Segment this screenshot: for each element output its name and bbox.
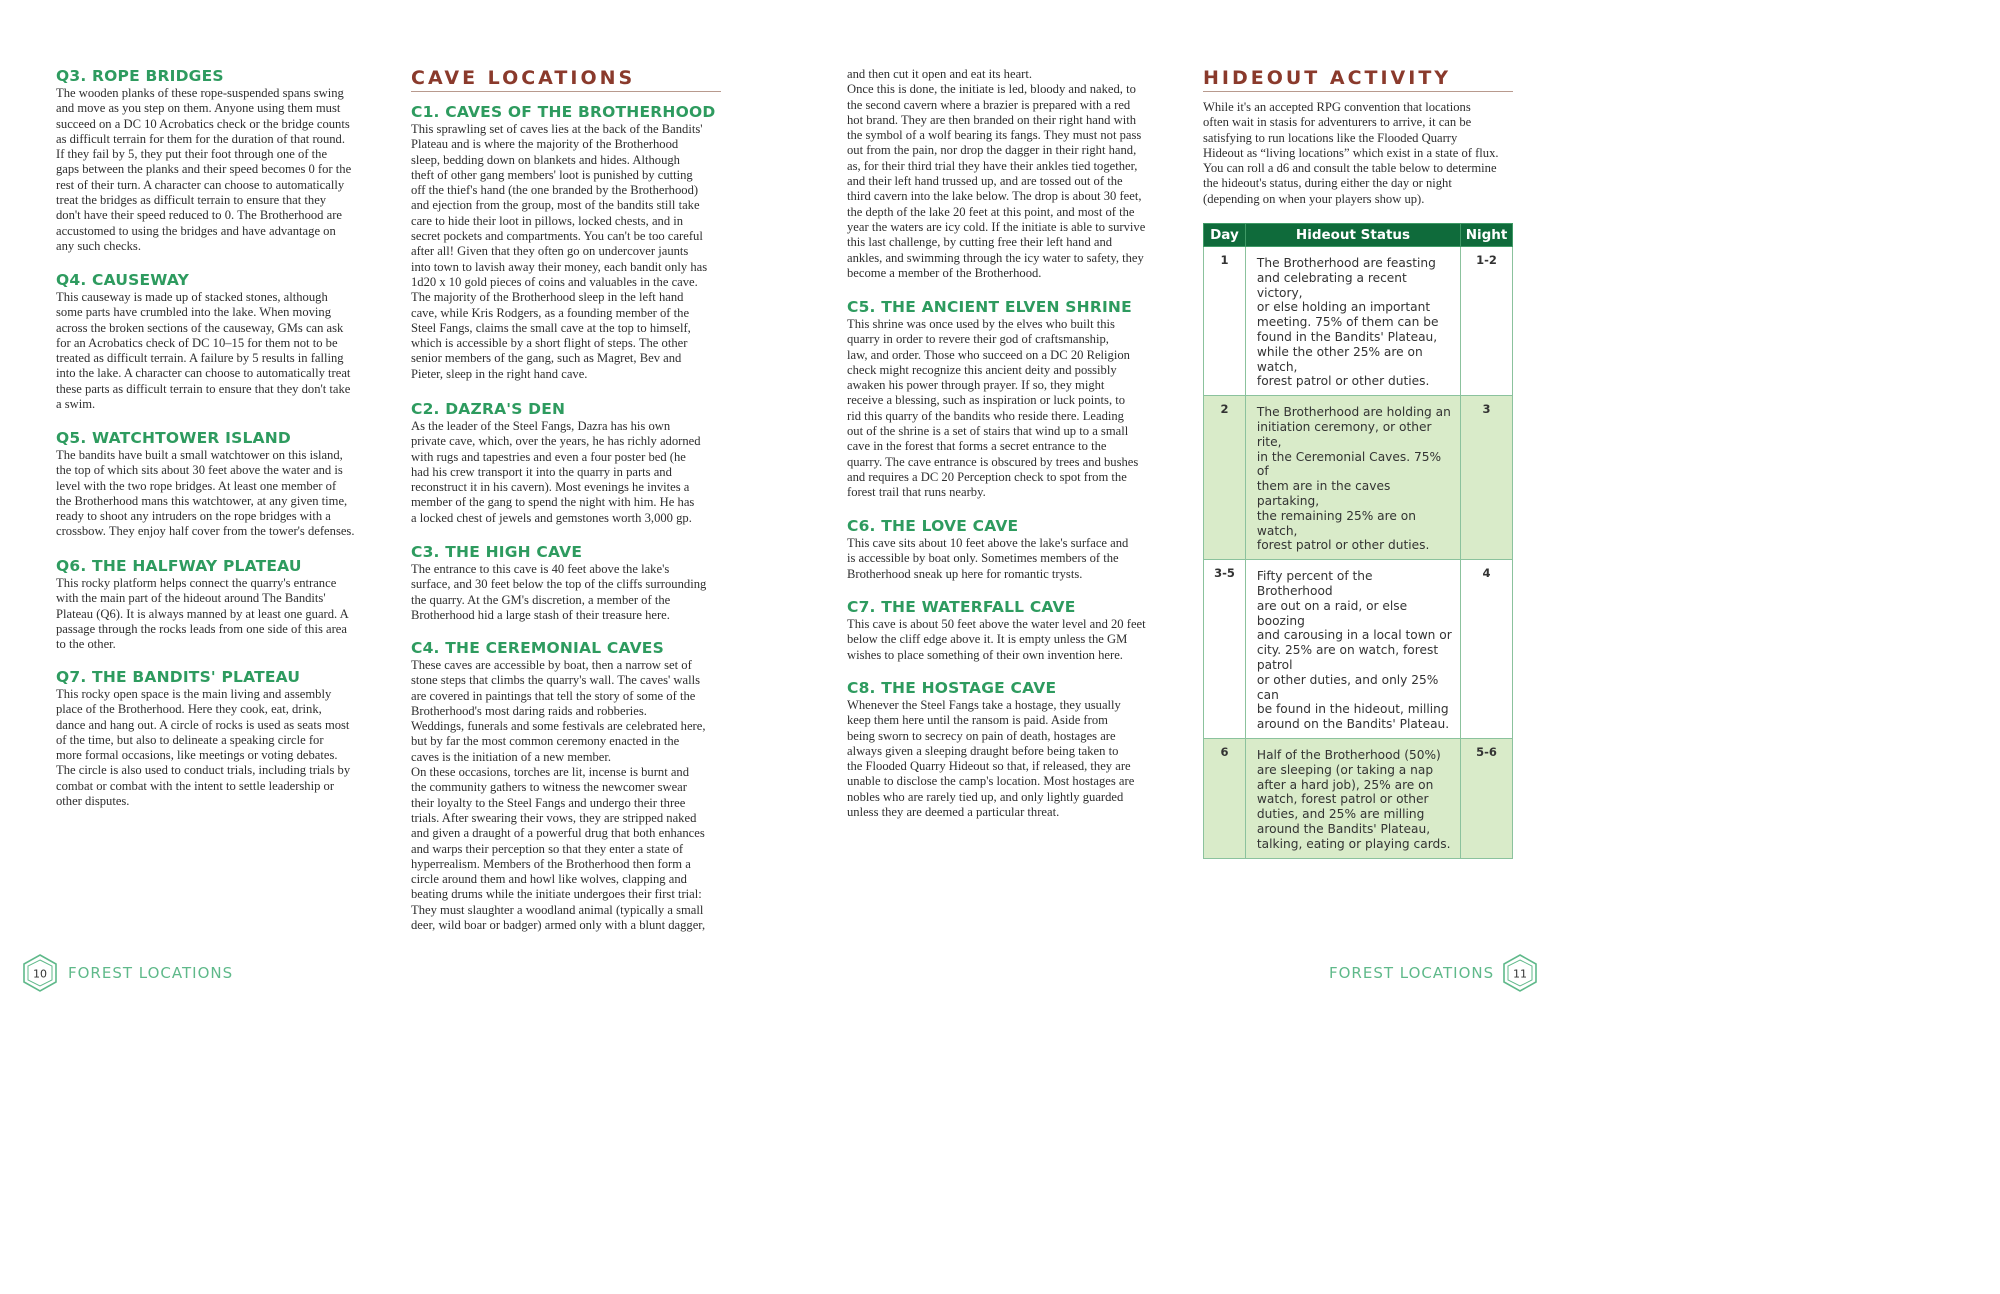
table-row [1204,738,1513,858]
night-cell: 1-2 [1461,247,1513,396]
title-rule [1203,91,1513,92]
section-c2 [411,399,701,526]
section-q4 [56,270,350,412]
section-title: C1. CAVES OF THE BROTHERHOOD [411,103,716,121]
section-body: Whenever the Steel Fangs take a hostage, they usually keep them here until the ransom is paid. Aside from being sworn to secrecy on pain of death, hostages are always given a sleeping draught before being taken to the Flooded Quarry Hideout so that, if released, they are unable to disclose the camp's location. Most hostages are nobles who are rarely tied up, and only lightly guarded unless they are deemed a particular threat. [847,698,1135,820]
section-body: This causeway is made up of stacked stones, although some parts have crumbled into the lake. When moving across the broken sections of the causeway, GMs can ask for an Acrobatics check of DC 10–15 for them not to be treated as difficult terrain. A failure by 5 results in falling into the lake. A character can choose to automatically treat these parts as difficult terrain to ensure that they don't take a swim. [56,290,351,412]
status-cell: Half of the Brotherhood (50%) are sleeping (or taking a nap after a hard job), 25% are on watch, forest patrol or other duties, and 25% are milling around the Bandits' Plateau, talking, eating or playing cards. [1245,738,1460,858]
table-row [1204,247,1513,396]
section-title: Q6. THE HALFWAY PLATEAU [56,557,302,575]
section-body: These caves are accessible by boat, then a narrow set of stone steps that climbs the quarry's wall. The caves' walls are covered in paintings that tell the story of some of the Brotherhood's most daring raids and robberies. Weddings, funerals and some festivals are celebrated here, but by far the most common ceremony enacted in the caves is the initiation of a new member. On these occasions, torches are lit, incense is burnt and the community gathers to witness the newcomer swear their loyalty to the Steel Fangs and undergo their three trials. After swearing their vows, they are stripped naked and given a draught of a powerful drug that both enhances and warps their perception so that they enter a state of hyperrealism. Members of the Brotherhood then form a circle around them and howl like wolves, clapping and beating drums while the initiate undergoes their first trial: They must slaughter a woodland animal (typically a small deer, wild boar or badger) armed only with a blunt dagger, [411,658,706,933]
section-title: Q5. WATCHTOWER ISLAND [56,429,291,447]
table-row [1204,396,1513,560]
section-c8 [847,678,1134,820]
day-cell: 1 [1204,247,1246,396]
day-cell: 6 [1204,738,1246,858]
section-body: This shrine was once used by the elves who built this quarry in order to revere their god of craftsmanship, law, and order. Those who succeed on a DC 20 Religion check might recognize this ancient deity and possibly awaken his power through prayer. If so, they might receive a blessing, such as inspiration or luck points, to rid this quarry of the bandits who reside there. Leading out of the shrine is a set of stairs that wind up to a small cave in the forest that forms a secret entrance to the quarry. The cave entrance is obscured by trees and bushes and requires a DC 20 Perception check to spot from the forest trail that runs nearby. [847,317,1139,500]
page-number: 11 [1513,967,1528,981]
section-body: This cave is about 50 feet above the water level and 20 feet below the cliff edge above it. It is empty unless the GM wishes to place something of their own invention here. [847,617,1146,662]
section-body: The bandits have built a small watchtower on this island, the top of which sits about 30 feet above the water and is level with the two rope bridges. At least one member of the Brotherhood mans this watchtower, at any given time, ready to shoot any intruders on the rope bridges with a crossbow. They enjoy half cover from the tower's defenses. [56,448,355,539]
hideout-intro: While it's an accepted RPG convention that locations often wait in stasis for adventurers to arrive, it can be satisfying to run locations like the Flooded Quarry Hideout as “living locations” which exist in a state of flux. You can roll a d6 and consult the table below to determine the hideout's status, during either the day or night (depending on when your players show up). [1203,100,1499,206]
section-body: and then cut it open and eat its heart. Once this is done, the initiate is led, bloody and naked, to the second cavern where a brazier is prepared with a red hot brand. They are then branded on their right hand with the symbol of a wolf bearing its fangs. They must not pass out from the pain, nor drop the dagger in their right hand, as, for their third trial they have their ankles tied together, and their left hand trussed up, and are tossed out of the third cavern into the lake below. The drop is about 30 feet, the depth of the lake 20 feet at this point, and most of the year the waters are icy cold. If the initiate is able to survive this last challenge, by cutting free their left hand and ankles, and swimming through the icy water to safety, they become a member of the Brotherhood. [847,67,1146,280]
section-title: C4. THE CEREMONIAL CAVES [411,639,664,657]
section-title: C8. THE HOSTAGE CAVE [847,679,1057,697]
section-c4 [411,638,705,933]
cave-locations-header [411,67,721,92]
page-section-title: HIDEOUT ACTIVITY [1203,67,1452,89]
section-q5 [56,428,354,540]
section-title: C6. THE LOVE CAVE [847,517,1019,535]
section-q7 [56,667,350,809]
night-cell: 5-6 [1461,738,1513,858]
section-body: The wooden planks of these rope-suspended spans swing and move as you step on them. Anyone using them must succeed on a DC 10 Acrobatics check or the bridge counts as difficult terrain for them for the duration of that round. If they fail by 5, they put their foot through one of the gaps between the planks and their speed becomes 0 for the rest of their turn. A character can choose to automatically treat the bridges as difficult terrain to ensure that they don't have their speed reduced to 0. The Brotherhood are accustomed to using the bridges and have advantage on any such checks. [56,86,352,253]
d20-page-badge-icon [20,953,60,993]
night-cell: 3 [1461,396,1513,560]
left-footer [20,955,233,991]
section-c4-continued [847,67,1145,281]
column-header-day: Day [1204,224,1246,247]
column-header-status: Hideout Status [1245,224,1460,247]
night-cell: 4 [1461,560,1513,739]
section-c6 [847,516,1128,582]
page-section-title: CAVE LOCATIONS [411,67,636,89]
title-rule [411,91,721,92]
section-body: The entrance to this cave is 40 feet above the lake's surface, and 30 feet below the top of the cliffs surrounding the quarry. At the GM's discretion, a member of the Brotherhood hid a large stash of their treasure here. [411,562,707,622]
section-title: C2. DAZRA'S DEN [411,400,566,418]
section-q3 [56,66,351,254]
section-title: Q7. THE BANDITS' PLATEAU [56,668,301,686]
section-title: Q3. ROPE BRIDGES [56,67,224,85]
section-title: C5. THE ANCIENT ELVEN SHRINE [847,298,1132,316]
right-footer [1329,955,1540,991]
section-title: Q4. CAUSEWAY [56,271,190,289]
footer-label: FOREST LOCATIONS [1329,964,1495,982]
status-cell: The Brotherhood are feasting and celebrating a recent victory, or else holding an important meeting. 75% of them can be found in the Bandits' Plateau, while the other 25% are on watch, forest patrol or other duties. [1245,247,1460,396]
status-cell: The Brotherhood are holding an initiation ceremony, or other rite, in the Ceremonial Caves. 75% of them are in the caves partaking, the remaining 25% are on watch, forest patrol or other duties. [1245,396,1460,560]
section-body: This rocky platform helps connect the quarry's entrance with the main part of the hideout around The Bandits' Plateau (Q6). It is always manned by at least one guard. A passage through the rocks leads from one side of this area to the other. [56,576,349,652]
section-body: This sprawling set of caves lies at the back of the Bandits' Plateau and is where the majority of the Brotherhood sleep, bedding down on blankets and hides. Although theft of other gang members' loot is punished by cutting off the thief's hand (the one branded by the Brotherhood) and ejection from the group, most of the bandits still take care to hide their loot in pillows, locked chests, and in secret pockets and compartments. You can't be too careful after all! Given that they often go on undercover jaunts into town to lavish away their money, each bandit only has 1d20 x 10 gold pieces of coins and valuables in the cave. The majority of the Brotherhood sleep in the left hand cave, while Kris Rodgers, as a founding member of the Steel Fangs, claims the small cave at the top to himself, which is accessible by a short flight of steps. The other senior members of the gang, such as Magret, Bev and Pieter, sleep in the right hand cave. [411,122,708,381]
d20-page-badge-icon [1500,953,1540,993]
section-title: C3. THE HIGH CAVE [411,543,583,561]
page-number: 10 [33,967,47,981]
section-c5 [847,297,1138,501]
footer-label: FOREST LOCATIONS [68,964,234,982]
table-header-row [1204,224,1513,247]
section-c3 [411,542,706,623]
day-cell: 3-5 [1204,560,1246,739]
day-cell: 2 [1204,396,1246,560]
hideout-status-table [1203,223,1513,859]
section-body: This rocky open space is the main living and assembly place of the Brotherhood. Here they cook, eat, drink, dance and hang out. A circle of rocks is used as seats most of the time, but also to delineate a speaking circle for more formal occasions, like meetings or voting debates. The circle is also used to conduct trials, including trials by combat or combat with the intent to settle leadership or other disputes. [56,687,351,809]
section-c7 [847,597,1146,663]
section-body: As the leader of the Steel Fangs, Dazra has his own private cave, which, over the years, he has richly adorned with rugs and tapestries and even a four poster bed (he had his crew transport it into the quarry in parts and reconstruct it in his cavern). Most evenings he invites a member of the gang to spend the night with him. He has a locked chest of jewels and gemstones worth 3,000 gp. [411,419,701,525]
section-c1 [411,102,715,382]
table-row [1204,560,1513,739]
hideout-activity-header [1203,67,1513,92]
status-cell: Fifty percent of the Brotherhood are out on a raid, or else boozing and carousing in a local town or city. 25% are on watch, forest patrol or other duties, and only 25% can be found in the hideout, milling around on the Bandits' Plateau. [1245,560,1460,739]
column-header-night: Night [1461,224,1513,247]
section-title: C7. THE WATERFALL CAVE [847,598,1076,616]
section-body: This cave sits about 10 feet above the lake's surface and is accessible by boat only. Sometimes members of the Brotherhood sneak up here for romantic trysts. [847,536,1129,581]
section-q6 [56,556,349,652]
